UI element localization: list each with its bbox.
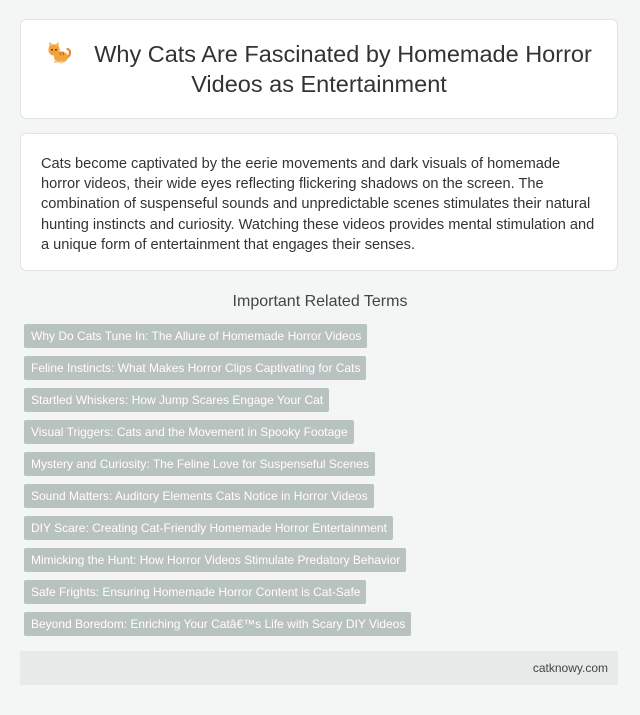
related-term-link[interactable]: Why Do Cats Tune In: The Allure of Homemade Horror Videos	[24, 324, 367, 348]
related-term-item	[24, 548, 411, 572]
related-term-item	[24, 324, 411, 348]
related-term-link[interactable]: Safe Frights: Ensuring Homemade Horror Content is Cat-Safe	[24, 580, 366, 604]
related-term-item	[24, 484, 411, 508]
related-term-item	[24, 356, 411, 380]
related-term-item	[24, 612, 411, 636]
page-title-text: Why Cats Are Fascinated by Homemade Horror Videos as Entertainment	[94, 41, 592, 97]
related-term-link[interactable]: Mystery and Curiosity: The Feline Love for Suspenseful Scenes	[24, 452, 375, 476]
related-term-item	[24, 420, 411, 444]
related-term-item	[24, 516, 411, 540]
intro-paragraph: Cats become captivated by the eerie movements and dark visuals of homemade horror videos, their wide eyes reflecting flickering shadows on the screen. The combination of suspenseful sounds and unpredictable scenes stimulates their natural hunting instincts and curiosity. Watching these videos provides mental stimulation and a unique form of entertainment that engages their senses.	[41, 156, 595, 253]
related-term-link[interactable]: Startled Whiskers: How Jump Scares Engage Your Cat	[24, 388, 329, 412]
related-terms-heading: Important Related Terms	[232, 293, 408, 310]
related-term-item	[24, 580, 411, 604]
footer-site-name: catknowy.com	[532, 661, 608, 675]
footer	[20, 651, 618, 685]
related-term-link[interactable]: Feline Instincts: What Makes Horror Clips Captivating for Cats	[24, 356, 366, 380]
related-term-link[interactable]: Beyond Boredom: Enriching Your Catâ€™s Life with Scary DIY Videos	[24, 612, 411, 636]
cat-emoji-icon	[46, 39, 72, 65]
related-term-link[interactable]: Sound Matters: Auditory Elements Cats Notice in Horror Videos	[24, 484, 374, 508]
related-term-link[interactable]: Mimicking the Hunt: How Horror Videos Stimulate Predatory Behavior	[24, 548, 406, 572]
title-card	[20, 19, 618, 119]
related-term-link[interactable]: Visual Triggers: Cats and the Movement in Spooky Footage	[24, 420, 354, 444]
intro-card	[20, 133, 618, 271]
related-term-link[interactable]: DIY Scare: Creating Cat-Friendly Homemade Horror Entertainment	[24, 516, 393, 540]
related-term-item	[24, 388, 411, 412]
page-title	[41, 39, 597, 99]
related-term-item	[24, 452, 411, 476]
related-terms-list	[24, 324, 411, 644]
